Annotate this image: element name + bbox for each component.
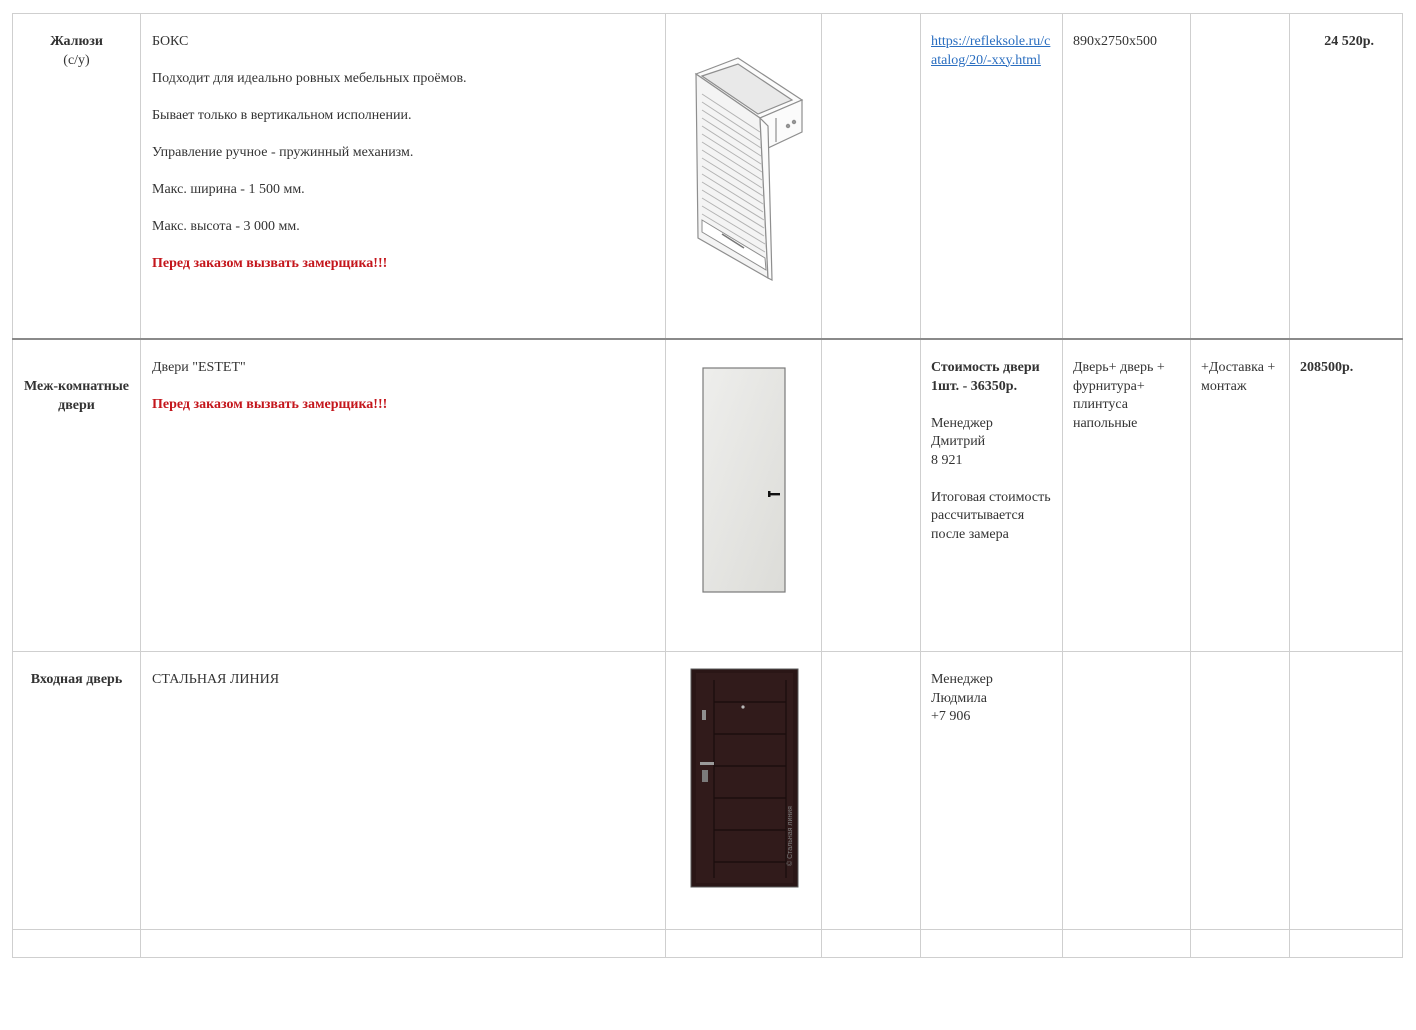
category-sublabel: (с/у) [63, 52, 90, 68]
manager-name: Людмила [931, 690, 987, 706]
description-line: Макс. высота - 3 000 мм. [152, 219, 300, 234]
product-name: Двери "ESTET" [152, 360, 246, 375]
category-cell [13, 652, 141, 930]
empty-cell [1191, 930, 1290, 958]
dimensions-value: 890х2750х500 [1073, 34, 1157, 49]
table-row [13, 14, 1403, 340]
image-cell [666, 14, 822, 340]
category-label: Меж-комнатные двери [24, 379, 129, 413]
roller-blind-box-image [666, 14, 822, 319]
manager-label: Менеджер [931, 672, 993, 687]
category-label: Входная дверь [30, 672, 123, 687]
composition-value: Дверь+ дверь + фурнитура+ плинтуса напольные [1073, 360, 1165, 431]
category-label: Жалюзи [50, 34, 103, 49]
product-name: СТАЛЬНАЯ ЛИНИЯ [152, 672, 280, 687]
empty-cell [1063, 930, 1191, 958]
price-cell [1290, 14, 1403, 340]
description-line: Подходит для идеально ровных мебельных проёмов. [152, 71, 467, 86]
image-cell [666, 339, 822, 652]
manager-name: Дмитрий [931, 434, 986, 449]
empty-cell [1290, 652, 1403, 930]
table-row [13, 339, 1403, 652]
cost-cell [921, 339, 1063, 652]
entrance-door-image [666, 652, 822, 910]
interior-door-image [666, 340, 822, 613]
empty-cell [1290, 930, 1403, 958]
door-unit-cost: Стоимость двери 1шт. - 36350р. [931, 360, 1040, 394]
empty-cell [141, 930, 666, 958]
empty-cell [822, 652, 921, 930]
product-name: БОКС [152, 34, 189, 49]
empty-cell [921, 930, 1063, 958]
manager-cell [921, 652, 1063, 930]
description-line: Бывает только в вертикальном исполнении. [152, 108, 412, 123]
category-cell [13, 14, 141, 340]
description-cell [141, 339, 666, 652]
image-cell [666, 652, 822, 930]
manager-label: Менеджер [931, 415, 993, 431]
dimensions-cell [1063, 14, 1191, 340]
price-value: 208500р. [1300, 360, 1354, 375]
empty-cell [822, 339, 921, 652]
extras-value: +Доставка + монтаж [1201, 360, 1276, 394]
manager-phone: 8 921 [931, 452, 963, 468]
table-row [13, 930, 1403, 958]
empty-cell [1191, 652, 1290, 930]
empty-cell [666, 930, 822, 958]
specification-table [12, 13, 1403, 958]
empty-cell [822, 930, 921, 958]
description-line: Управление ручное - пружинный механизм. [152, 145, 414, 160]
link-cell [921, 14, 1063, 340]
table-row [13, 652, 1403, 930]
category-cell [13, 339, 141, 652]
price-cell [1290, 339, 1403, 652]
empty-cell [1063, 652, 1191, 930]
price-value: 24 520р. [1324, 34, 1374, 49]
empty-cell [822, 14, 921, 340]
measurer-warning: Перед заказом вызвать замерщика!!! [152, 256, 388, 271]
manager-phone: +7 906 [931, 709, 971, 724]
description-cell [141, 14, 666, 340]
total-cost-note: Итоговая стоимость рассчитывается после замера [931, 489, 1051, 542]
measurer-warning: Перед заказом вызвать замерщика!!! [152, 397, 388, 412]
empty-cell [13, 930, 141, 958]
empty-cell [1191, 14, 1290, 340]
composition-cell [1063, 339, 1191, 652]
catalog-link[interactable]: https://refleksole.ru/catalog/20/-xxy.html [931, 34, 1051, 68]
description-cell [141, 652, 666, 930]
door-watermark: © Стальная линия [787, 806, 794, 866]
description-line: Макс. ширина - 1 500 мм. [152, 182, 305, 197]
extras-cell [1191, 339, 1290, 652]
